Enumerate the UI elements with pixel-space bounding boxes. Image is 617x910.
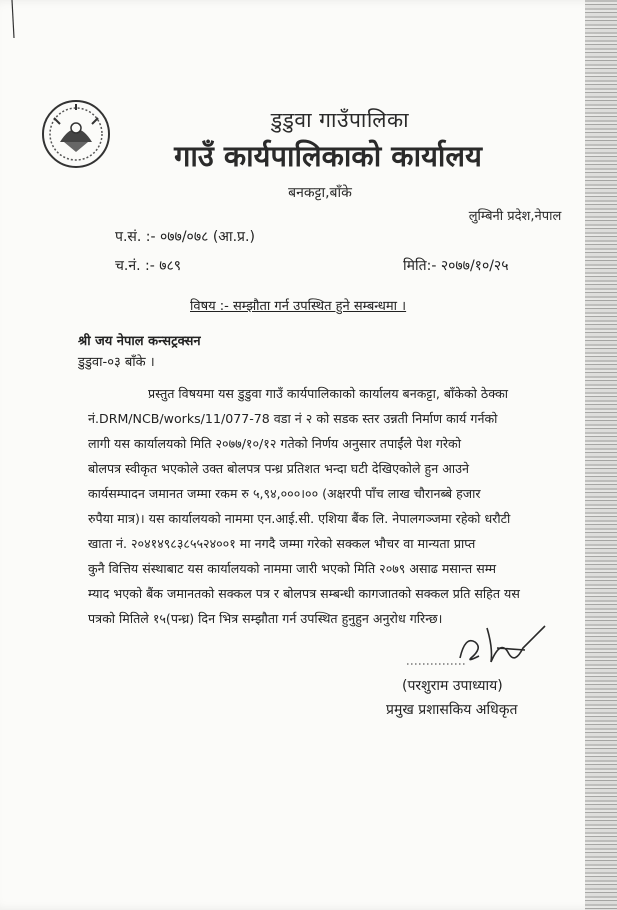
- dispatch-number: च.नं. :- ७८९: [115, 258, 182, 274]
- office-name: गाउँ कार्यपालिकाको कार्यालय: [174, 139, 482, 173]
- body-line: नं.DRM/NCB/works/11/077-78 वडा नं २ को सडक स्तर उन्नती निर्माण कार्य गर्नको: [88, 411, 498, 426]
- letter-date: मिति:- २०७७/१०/२५: [403, 258, 509, 274]
- municipality-name: डुडुवा गाउँपालिका: [270, 108, 410, 132]
- government-emblem-icon: [40, 98, 112, 170]
- recipient-name: श्री जय नेपाल कन्सट्रक्सन: [78, 334, 201, 349]
- handwritten-signature-icon: [405, 618, 555, 676]
- letter-number: प.सं. :- ०७७/०७८ (आ.प्र.): [115, 229, 255, 245]
- recipient-address: डुडुवा-०३ बाँके ।: [78, 355, 155, 370]
- subject-line: विषय :- सम्झौता गर्न उपस्थित हुने सम्बन्धमा ।: [190, 299, 407, 314]
- body-line: बोलपत्र स्वीकृत भएकोले उक्त बोलपत्र पन्ध्र प्रतिशत भन्दा घटी देखिएकोले हुन आउने: [88, 461, 469, 476]
- body-line: कार्यसम्पादन जमानत जम्मा रकम रु ५,९४,०००।०० (अक्षरपी पाँच लाख चौरानब्बे हजार: [88, 486, 481, 501]
- body-line: लागी यस कार्यालयको मिति २०७७/१०/१२ गतेको निर्णय अनुसार तपाईंले पेश गरेको: [88, 436, 461, 451]
- body-line: रुपैया मात्र)। यस कार्यालयको नाममा एन.आई.सी. एशिया बैंक लि. नेपालगञ्जमा रहेको धरौटी: [88, 511, 511, 526]
- province-name: लुम्बिनी प्रदेश,नेपाल: [468, 209, 562, 224]
- scan-mark: [4, 0, 34, 40]
- body-line: कुनै वित्तिय संस्थाबाट यस कार्यालयको नाममा जारी भएको मिति २०७९ असाढ मसान्त सम्म: [88, 561, 497, 576]
- signatory-name: (परशुराम उपाध्याय): [402, 678, 503, 694]
- body-line: म्याद भएको बैंक जमानतको सक्कल पत्र र बोलपत्र सम्बन्धी कागजातको सक्कल प्रति सहित यस: [88, 586, 520, 601]
- signatory-title: प्रमुख प्रशासकिय अधिकृत: [386, 702, 518, 718]
- body-line: प्रस्तुत विषयमा यस डुडुवा गाउँ कार्यपालिकाको कार्यालय बनकट्टा, बाँकेको ठेक्का: [148, 386, 509, 401]
- office-location: बनकट्टा,बाँके: [288, 185, 352, 201]
- body-line: खाता नं. २०४१४९८३८५५२४००१ मा नगदै जम्मा गरेको सक्कल भौचर वा मान्यता प्राप्त: [88, 536, 476, 551]
- body-line: पत्रको मितिले १५(पन्ध्र) दिन भित्र सम्झौता गर्न उपस्थित हुनुहुन अनुरोध गरिन्छ।: [88, 611, 443, 626]
- scan-edge: [585, 0, 617, 910]
